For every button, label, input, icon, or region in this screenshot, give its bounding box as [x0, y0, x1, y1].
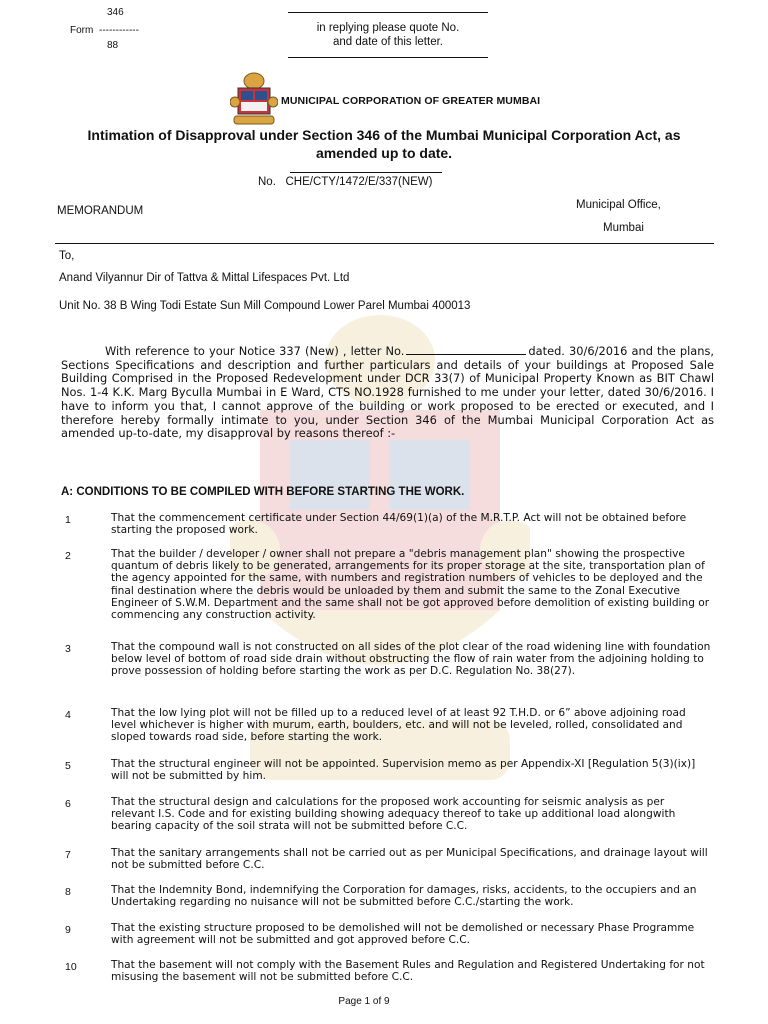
office-line1: Municipal Office,: [576, 199, 661, 211]
form-denominator: 88: [107, 40, 119, 51]
addressee-address: Unit No. 38 B Wing Todi Estate Sun Mill Compound Lower Parel Mumbai 400013: [59, 300, 471, 312]
reference-number: [258, 176, 433, 188]
form-label: Form: [70, 25, 94, 36]
quote-notice-line1: in replying please quote No.: [316, 22, 460, 34]
condition-number: 7: [65, 849, 71, 861]
quote-notice: [288, 12, 488, 58]
condition-text: That the structural design and calculations for the proposed work accounting for seismic analysis as per relevant I.S. Code and for existing building showing adequacy thereof to take up additional load alongwith bearing capacity of the soil strata will not be submitted before C.C.: [111, 796, 676, 833]
condition-text: That the structural engineer will not be appointed. Supervision memo as per Appendix-XI [Regulation 5(3)(ix)] will not be submitted by him.: [111, 758, 696, 783]
condition-text: That the existing structure proposed to be demolished will not be demolished or necessary Phase Programme with agreement will not be submitted and got approved before C.C.: [111, 922, 695, 947]
divider: [55, 243, 714, 244]
condition-number: 6: [65, 798, 71, 810]
letter-number-blank: [406, 344, 526, 355]
condition-text: That the low lying plot will not be filled up to a reduced level of at least 92 T.H.D. or 6” above adjoining road level whichever is higher with murum, earth, boulders, etc. and will not be leveled, rolled, consolidated and sloped towards road side, before starting the work.: [111, 707, 686, 744]
reference-value: CHE/CTY/1472/E/337(NEW): [285, 176, 433, 188]
memorandum-label: MEMORANDUM: [57, 205, 144, 217]
form-numerator: 346: [107, 7, 124, 18]
body-part1: With reference to your Notice 337 (New) , letter No.: [105, 344, 405, 358]
condition-text: That the builder / developer / owner shall not prepare a "debris management plan" showing the prospective quantum of debris likely to be generated, arrangements for its proper storage at the site, transportation plan of the agency appointed for the same, with numbers and registration numbers of vehicles to be deployed and the final destination where the debris would be unloaded by them and submit the same to the Zonal Executive Engineer of S.W.M. Department and the same shall not be got approved before demolition of existing building or commencing any construction activity.: [111, 548, 710, 622]
title-line1: Intimation of Disapproval under Section 346 of the Mumbai Municipal Corporation Act, as: [87, 127, 681, 143]
form-separator: ------------: [99, 25, 139, 36]
addressee-name: Anand Vilyannur Dir of Tattva & Mittal Lifespaces Pvt. Ltd: [59, 272, 350, 284]
addressee-to: To,: [59, 250, 75, 262]
condition-number: 3: [65, 643, 71, 655]
condition-text: That the sanitary arrangements shall not be carried out as per Municipal Specifications, and drainage layout will not be submitted before C.C.: [111, 847, 708, 872]
page-footer: Page 1 of 9: [338, 996, 390, 1007]
condition-number: 4: [65, 709, 71, 721]
quote-notice-line2: and date of this letter.: [333, 36, 443, 48]
body-part2: dated. 30/6/2016 and the plans, Sections Specifications and description and further particulars and details of your buildings at Proposed Sale Building Comprised in the Proposed Redevelopment under DCR 33(7) of Municipal Property Known as BIT Chawl Nos. 1-4 K.K. Marg Byculla Mumbai in E Ward, CTS NO.1928 furnished to me under your letter, dated 30/6/2016. I have to inform you that, I cannot approve of the building or work proposed to be erected or executed, and I therefore hereby formally intimate to you, under Section 346 of the Mumbai Municipal Corporation Act as amended up-to-date, my disapproval by reasons thereof :-: [61, 344, 715, 441]
body-paragraph: [61, 344, 714, 441]
condition-text: That the compound wall is not constructed on all sides of the plot clear of the road widening line with foundation below level of bottom of road side drain without obstructing the flow of rain water from the adjoining holding to prove possession of holding before starting the work as per D.C. Regulation No. 38(27).: [111, 641, 711, 678]
condition-number: 1: [65, 514, 71, 526]
condition-text: That the basement will not comply with the Basement Rules and Regulation and Registered Undertaking for not misusing the basement will not be submitted before C.C.: [111, 959, 705, 984]
municipal-crest-icon: [230, 72, 278, 126]
condition-number: 5: [65, 760, 71, 772]
condition-number: 10: [65, 961, 77, 973]
condition-number: 2: [65, 550, 71, 562]
title-line2: amended up to date.: [315, 145, 453, 161]
condition-text: That the commencement certificate under Section 44/69(1)(a) of the M.R.T.P. Act will not be obtained before starting the proposed work.: [111, 512, 687, 537]
condition-number: 9: [65, 924, 71, 936]
condition-number: 8: [65, 886, 71, 898]
office-line2: Mumbai: [603, 222, 644, 234]
section-a-heading: A: CONDITIONS TO BE COMPILED WITH BEFORE STARTING THE WORK.: [61, 486, 465, 498]
document-title: [40, 126, 728, 162]
condition-text: That the Indemnity Bond, indemnifying the Corporation for damages, risks, accidents, to the occupiers and an Undertaking regarding no nuisance will not be submitted before C.C./starting the work.: [111, 884, 697, 909]
corporation-name: MUNICIPAL CORPORATION OF GREATER MUMBAI: [281, 95, 541, 107]
reference-label: No.: [258, 176, 276, 188]
reference-rule: [290, 172, 442, 173]
